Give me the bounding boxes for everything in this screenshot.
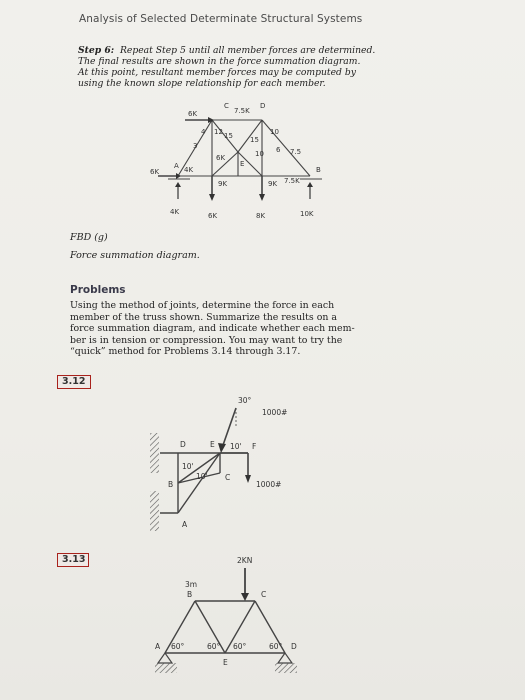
label-e: E [223,658,228,667]
label-6k-left: 6K [150,168,160,176]
step-line-4: using the known slope relationship for each member. [78,78,326,89]
wall-support-bottom [150,491,159,531]
angle-e-left: 60° [207,642,221,651]
dim-mid: 10' [196,472,208,481]
roller-support-d [278,653,292,663]
problems-instructions [70,300,370,358]
problems-line-5: “quick” method for Problems 3.14 through 3.17. [70,346,301,358]
label-c: C [261,590,267,599]
fbd-label: FBD (g) [70,232,108,243]
running-head: Analysis of Selected Determinate Structural Systems [79,13,363,25]
angle-e-right: 60° [233,642,247,651]
label-12: 12 [214,128,223,136]
problems-line-2: member of the truss shown. Summarize the results on a [70,311,337,323]
label-4: 4 [201,128,206,136]
step-line-1: Repeat Step 5 until all member forces are determined. [119,45,376,56]
dim-top: 10' [230,442,242,451]
label-1000-vertical: 1000# [256,480,282,489]
label-15a: 15 [224,132,233,140]
label-d: D [260,102,266,110]
label-d: D [291,642,297,651]
label-a: A [174,162,179,170]
problem-3-12-figure [150,383,310,538]
problem-number-3-12: 3.12 [57,375,91,389]
label-c: C [224,102,229,110]
pin-support-a [158,653,172,663]
label-b: B [168,480,174,489]
step-6-text [78,45,378,89]
reaction-8k: 8K [256,212,266,220]
step-line-3: At this point, resultant member forces may be computed by [78,67,356,78]
step-line-2: The final results are shown in the force summation diagram. [78,56,361,67]
label-b: B [187,590,193,599]
label-2kn: 2KN [237,556,253,565]
angle-a: 60° [171,642,185,651]
label-7-5k: 7.5K [284,177,300,185]
label-c: C [225,473,231,482]
angle-d: 60° [269,642,283,651]
label-9k-left: 9K [218,180,228,188]
label-3: 3 [193,142,198,150]
label-6k-mid: 6K [216,154,226,162]
label-a: A [155,642,161,651]
fbd-caption: Force summation diagram. [70,250,200,261]
step-label: Step 6: [78,45,115,56]
label-a: A [182,520,188,529]
label-15b: 15 [250,136,259,144]
problems-line-3: force summation diagram, and indicate whether each mem- [70,323,355,335]
problems-line-1: Using the method of joints, determine the force in each [70,300,335,311]
dim-side: 10' [182,462,194,471]
label-angle: 30° [238,396,252,405]
reaction-4k: 4K [170,208,180,216]
label-f: F [252,442,257,451]
problems-line-4: ber is in tension or compression. You may want to try the [70,334,343,346]
reaction-10k: 10K [300,210,314,218]
dim-3m: 3m [185,580,198,589]
problem-3-13-figure [155,553,315,700]
label-e: E [210,440,215,449]
problem-number-3-13: 3.13 [57,553,89,567]
label-4k-mid: 4K [184,166,194,174]
label-top-force: 7.5K [234,107,250,115]
wall-support-top [150,433,159,473]
label-b: B [316,166,321,174]
label-9k-right: 9K [268,180,278,188]
label-6: 6 [276,146,281,154]
reaction-6k: 6K [208,212,218,220]
label-1000-inclined: 1000# [262,408,288,417]
problems-heading: Problems [70,284,126,296]
label-10b: 10 [255,150,264,158]
label-10a: 10 [270,128,279,136]
label-6k-top: 6K [188,110,198,118]
label-7-5: 7.5 [290,148,302,156]
force-summation-diagram [150,96,340,226]
label-e: E [240,160,245,168]
label-d: D [180,440,186,449]
